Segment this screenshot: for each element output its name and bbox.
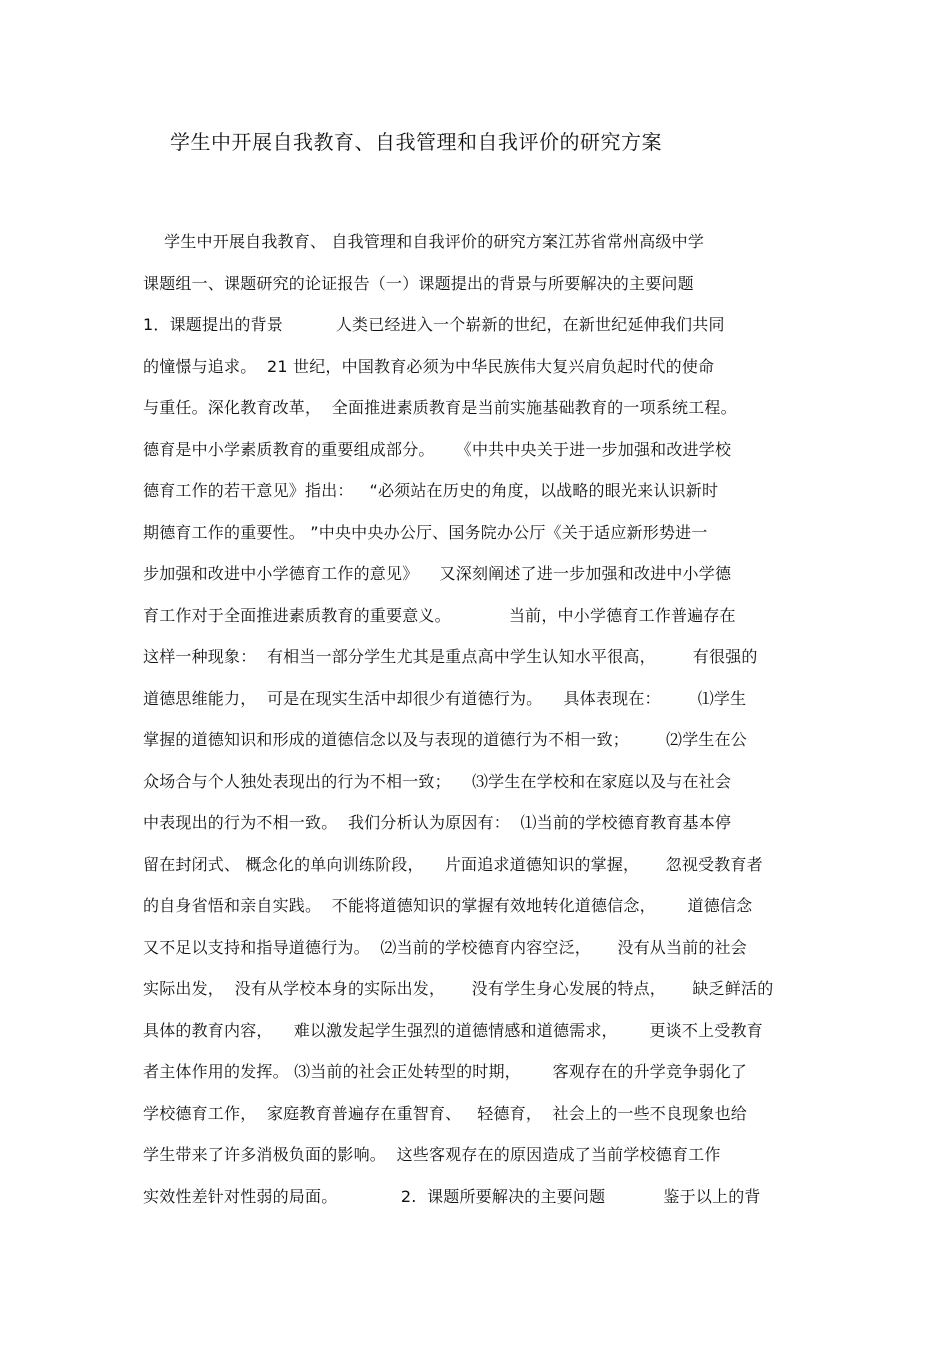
body-line: 道德思维能力， 可是在现实生活中却很少有道德行为。 具体表现在： ⑴学生	[143, 688, 747, 708]
body-line: 中表现出的行为不相一致。 我们分析认为原因有： ⑴当前的学校德育教育基本停	[143, 813, 732, 832]
body-line: 德育工作的若干意见》指出： “必须站在历史的角度，以战略的眼光来认识新时	[143, 481, 719, 500]
body-line: 1．课题提出的背景 人类已经进入一个崭新的世纪，在新世纪延伸我们共同	[143, 315, 725, 334]
body-line: 具体的教育内容， 难以激发起学生强烈的道德情感和道德需求， 更谈不上受教育	[143, 1020, 763, 1040]
body-line: 学校德育工作， 家庭教育普遍存在重智育、 轻德育， 社会上的一些不良现象也给	[143, 1103, 748, 1123]
body-line: 者主体作用的发挥。 ⑶当前的社会正处转型的时期， 客观存在的升学竞争弱化了	[143, 1062, 748, 1081]
body-line: 期德育工作的重要性。 ”中央中央办公厅、国务院办公厅《关于适应新形势进一	[143, 522, 708, 542]
body-line: 课题组一、课题研究的论证报告（一）课题提出的背景与所要解决的主要问题	[143, 273, 694, 293]
body-line: 的憧憬与追求。 21 世纪，中国教育必须为中华民族伟大复兴肩负起时代的使命	[143, 356, 715, 376]
body-line: 掌握的道德知识和形成的道德信念以及与表现的道德行为不相一致； ⑵学生在公	[143, 730, 748, 749]
body-line: 这样一种现象： 有相当一部分学生尤其是重点高中学生认知水平很高， 有很强的	[143, 647, 758, 666]
body-line: 实效性差针对性弱的局面。 2. 课题所要解决的主要问题 鉴于以上的背	[143, 1186, 761, 1206]
body-line: 的自身省悟和亲自实践。 不能将道德知识的掌握有效地转化道德信念， 道德信念	[143, 896, 753, 915]
body-line: 步加强和改进中小学德育工作的意见》 又深刻阐述了进一步加强和改进中小学德	[143, 564, 732, 583]
body-line: 又不足以支持和指导道德行为。 ⑵当前的学校德育内容空泛， 没有从当前的社会	[143, 937, 748, 957]
body-line: 留在封闭式、 概念化的单向训练阶段， 片面追求道德知识的掌握， 忽视受教育者	[143, 854, 763, 874]
body-line: 学生中开展自我教育、 自我管理和自我评价的研究方案江苏省常州高级中学	[143, 232, 705, 251]
body-line: 实际出发， 没有从学校本身的实际出发， 没有学生身心发展的特点， 缺乏鲜活的	[143, 979, 774, 998]
body-line: 德育是中小学素质教育的重要组成部分。 《中共中央关于进一步加强和改进学校	[143, 439, 732, 459]
document-body	[143, 221, 813, 1217]
body-line: 与重任。深化教育改革， 全面推进素质教育是当前实施基础教育的一项系统工程。	[143, 398, 737, 417]
body-line: 众场合与个人独处表现出的行为不相一致； ⑶学生在学校和在家庭以及与在社会	[143, 771, 732, 791]
body-line: 学生带来了许多消极负面的影响。 这些客观存在的原因造成了当前学校德育工作	[143, 1145, 721, 1164]
body-line: 育工作对于全面推进素质教育的重要意义。 当前，中小学德育工作普遍存在	[143, 605, 736, 625]
document-title: 学生中开展自我教育、自我管理和自我评价的研究方案	[170, 130, 662, 154]
